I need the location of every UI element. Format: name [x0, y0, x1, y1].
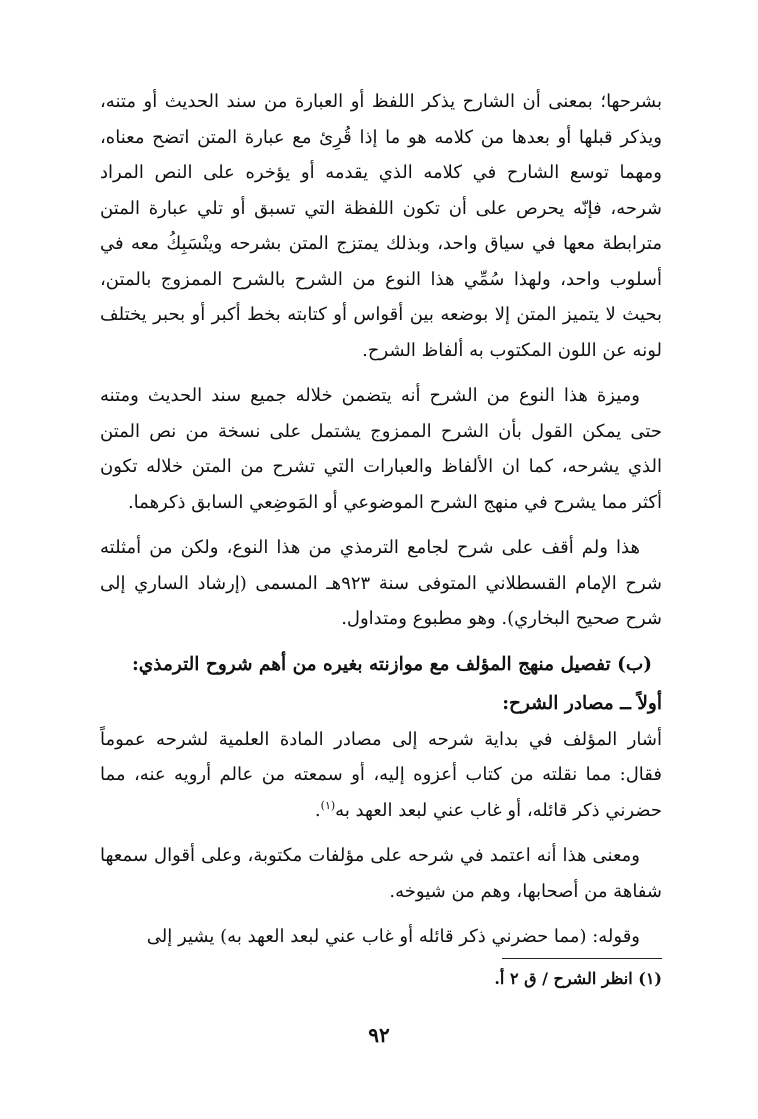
- paragraph-4-end: .: [314, 799, 321, 821]
- main-text: [100, 84, 662, 955]
- paragraph-2: وميزة هذا النوع من الشرح أنه يتضمن خلاله جميع سند الحديث ومتنه حتى يمكن القول بأن الشرح الممزوج يشتمل على نسخة من نص المتن الذي يشرحه، كما ان الألفاظ والعبارات التي تشرح من المتن خلاله تكون أكثر مما يشرح في منهج الشرح الموضوعي أو المَوضِعي السابق ذكرهما.: [100, 385, 662, 513]
- paragraph-5: ومعنى هذا أنه اعتمد في شرحه على مؤلفات مكتوبة، وعلى أقوال سمعها شفاهة من أصحابها، وهم من شيوخه.: [100, 845, 662, 902]
- paragraph-6: وقوله: (مما حضرني ذكر قائله أو غاب عني لبعد العهد به) يشير إلى: [146, 926, 640, 947]
- subsection-heading-sources: أولاً ــ مصادر الشرح:: [502, 693, 662, 714]
- paragraph-3: هذا ولم أقف على شرح لجامع الترمذي من هذا النوع، ولكن من أمثلته شرح الإمام القسطلاني المتوفى سنة ٩٢٣هـ المسمى (إرشاد الساري إلى شرح صحيح البخاري). وهو مطبوع ومتداول.: [100, 537, 663, 629]
- footnote-reference[interactable]: (١): [320, 798, 336, 812]
- footnote-divider: [502, 958, 662, 959]
- paragraph-4: [100, 722, 662, 829]
- paragraph-1: بشرحها؛ بمعنى أن الشارح يذكر اللفظ أو العبارة من سند الحديث أو متنه، ويذكر قبلها أو بعدها من كلامه هو ما إذا قُرِئ مع عبارة المتن اتضح معناه، ومهما توسع الشارح في كلامه الذي يقدمه أو يؤخره على النص المراد شرحه، فإنّه يحرص على أن تكون اللفظة التي تسبق أو تلي عبارة المتن مترابطة معها في سياق واحد، وبذلك يمتزج المتن بشرحه وينْسَبِكُ معه في أسلوب واحد، ولهذا سُمِّي هذا النوع من الشرح بالشرح الممزوج بالمتن، بحيث لا يتميز المتن إلا بوضعه بين أقواس أو كتابته بخط أكبر أو بحبر يختلف لونه عن اللون المكتوب به ألفاظ الشرح.: [100, 91, 662, 361]
- page-number: ٩٢: [368, 1023, 390, 1047]
- section-heading-b: (ب) تفصيل منهج المؤلف مع موازنته بغيره من أهم شروح الترمذي:: [131, 653, 652, 675]
- footnote: (١) انظر الشرح / ق ٢ أ.: [494, 969, 662, 988]
- paragraph-4-text: أشار المؤلف في بداية شرحه إلى مصادر المادة العلمية لشرحه عموماً فقال: مما نقلته من كتاب أعزوه إليه، أو سمعته من عالم أرويه عنه، مما حضرني ذكر قائله، أو غاب عني لبعد العهد به: [100, 728, 662, 821]
